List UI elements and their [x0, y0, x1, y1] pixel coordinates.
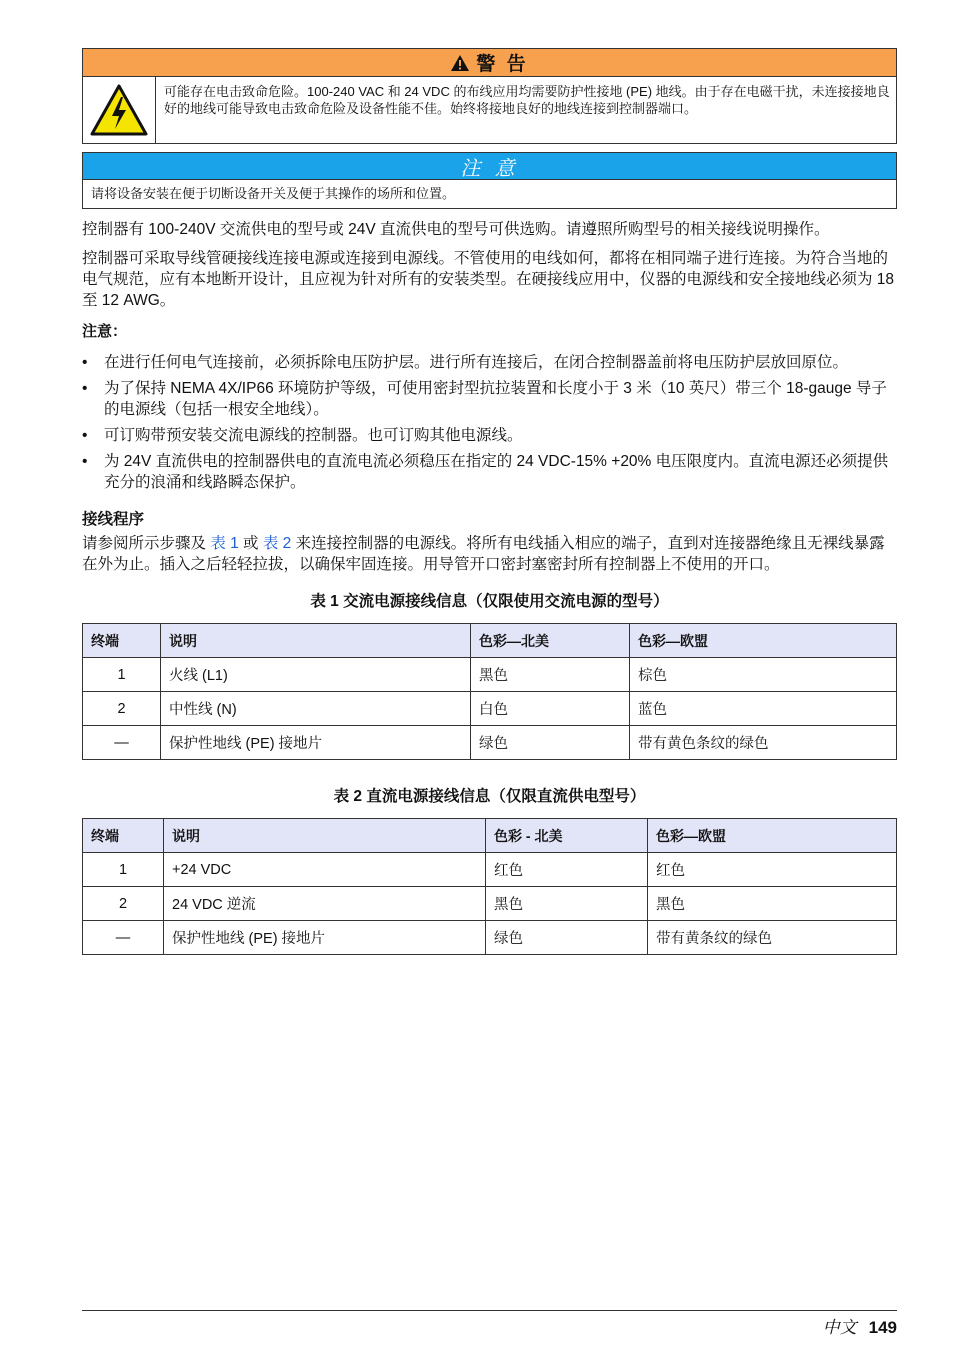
procedure-text: 请参阅所示步骤及	[82, 535, 211, 552]
table-row	[83, 658, 897, 692]
table-header-cell: 终端	[83, 624, 161, 658]
table-cell: 黑色	[648, 887, 897, 921]
table-cell: 2	[83, 887, 164, 921]
table1-caption: 表 1 交流电源接线信息（仅限使用交流电源的型号）	[310, 593, 669, 610]
note-text: 在进行任何电气连接前，必须拆除电压防护层。进行所有连接后，在闭合控制器盖前将电压防护层放回原位。	[104, 354, 849, 371]
dc-wiring-table	[82, 818, 897, 955]
table-header-cell: 色彩—北美	[471, 624, 630, 658]
table-cell: 红色	[648, 853, 897, 887]
table-cell: 黑色	[486, 887, 648, 921]
table-row	[83, 726, 897, 760]
table-row	[83, 853, 897, 887]
note-text: 为 24V 直流供电的控制器供电的直流电流必须稳压在指定的 24 VDC-15% +20% 电压限度内。直流电源还必须提供充分的浪涌和线路瞬态保护。	[104, 453, 889, 491]
procedure-text: 来连接控制器的电源线。将所有电线插入相应的端子，直到对连接器绝缘且无裸线暴露在外为止。插入之后轻轻拉拔，以确保牢固连接。用导管开口密封塞密封所有控制器上不使用的开口。	[82, 535, 885, 573]
table-cell: 蓝色	[630, 692, 897, 726]
table-cell: 绿色	[471, 726, 630, 760]
notes-list	[82, 352, 897, 493]
warning-text: 可能存在电击致命危险。100-240 VAC 和 24 VDC 的布线应用均需要防护性接地 (PE) 地线。由于存在电磁干扰，未连接接地良好的地线可能导致电击致命危险及设备性能不佳。始终将接地良好的地线连接到控制器端口。	[164, 84, 890, 116]
table-cell: 红色	[486, 853, 648, 887]
list-item	[82, 378, 897, 420]
table2-caption: 表 2 直流电源接线信息（仅限直流供电型号）	[333, 788, 646, 805]
electrical-hazard-icon	[83, 77, 156, 143]
table2-link[interactable]: 表 2	[262, 535, 292, 552]
table-header-cell: 色彩—欧盟	[630, 624, 897, 658]
table-cell: 1	[83, 658, 161, 692]
table-cell: —	[83, 726, 161, 760]
table-header-cell: 说明	[164, 819, 486, 853]
table-cell: 棕色	[630, 658, 897, 692]
notes-label: 注意：	[82, 323, 128, 340]
procedure-text: 或	[238, 535, 263, 552]
notice-header: 注 意	[83, 153, 896, 180]
bullet: •	[82, 453, 88, 470]
table-cell: +24 VDC	[164, 853, 486, 887]
notice-box	[82, 152, 897, 209]
table-header-row	[83, 819, 897, 853]
table-header-row	[83, 624, 897, 658]
list-item	[82, 352, 897, 373]
table-row	[83, 921, 897, 955]
page-footer	[82, 1310, 897, 1338]
ac-wiring-table	[82, 623, 897, 760]
list-item	[82, 425, 897, 446]
page-content	[82, 48, 897, 955]
warning-header	[83, 49, 896, 77]
intro-paragraph: 控制器有 100-240V 交流供电的型号或 24V 直流供电的型号可供选购。请遵照所购型号的相关接线说明操作。	[82, 221, 830, 238]
footer-language: 中文	[822, 1318, 857, 1338]
table-cell: 白色	[471, 692, 630, 726]
table-cell: 带有黄条纹的绿色	[648, 921, 897, 955]
list-item	[82, 451, 897, 493]
table1-link[interactable]: 表 1	[210, 535, 239, 552]
table-cell: 带有黄色条纹的绿色	[630, 726, 897, 760]
warning-box	[82, 48, 897, 144]
table-header-cell: 色彩—欧盟	[648, 819, 897, 853]
table-cell: 黑色	[471, 658, 630, 692]
table-cell: 保护性地线 (PE) 接地片	[161, 726, 471, 760]
bullet: •	[82, 380, 88, 397]
warning-title: 警 告	[476, 54, 529, 75]
note-text: 为了保持 NEMA 4X/IP66 环境防护等级，可使用密封型抗拉装置和长度小于 3 米（10 英尺）带三个 18-gauge 导子的电源线（包括一根安全地线）。	[104, 380, 887, 418]
table-cell: 绿色	[486, 921, 648, 955]
table-row	[83, 692, 897, 726]
table-cell: 保护性地线 (PE) 接地片	[164, 921, 486, 955]
section-heading: 接线程序	[82, 511, 145, 528]
table-cell: 2	[83, 692, 161, 726]
table-header-cell: 色彩 - 北美	[486, 819, 648, 853]
notice-text: 请将设备安装在便于切断设备开关及便于其操作的场所和位置。	[91, 186, 456, 201]
note-text: 可订购带预安装交流电源线的控制器。也可订购其他电源线。	[104, 427, 523, 444]
page-number: 149	[868, 1318, 897, 1337]
table-header-cell: 终端	[83, 819, 164, 853]
warning-triangle-icon	[450, 54, 470, 72]
table-header-cell: 说明	[161, 624, 471, 658]
table-cell: 1	[83, 853, 164, 887]
bullet: •	[82, 427, 88, 444]
wiring-paragraph: 控制器可采取导线管硬接线连接电源或连接到电源线。不管使用的电线如何，都将在相同端子进行连接。为符合当地的电气规范，应有本地断开设计，且应视为针对所有的安装类型。在硬接线应用中，仪器的电源线和安全接地线必须为 18 至 12 AWG。	[82, 250, 895, 309]
table-row	[83, 887, 897, 921]
table-cell: 火线 (L1)	[161, 658, 471, 692]
table-cell: —	[83, 921, 164, 955]
bullet: •	[82, 354, 88, 371]
table-cell: 24 VDC 逆流	[164, 887, 486, 921]
procedure-paragraph	[82, 533, 897, 575]
table-cell: 中性线 (N)	[161, 692, 471, 726]
